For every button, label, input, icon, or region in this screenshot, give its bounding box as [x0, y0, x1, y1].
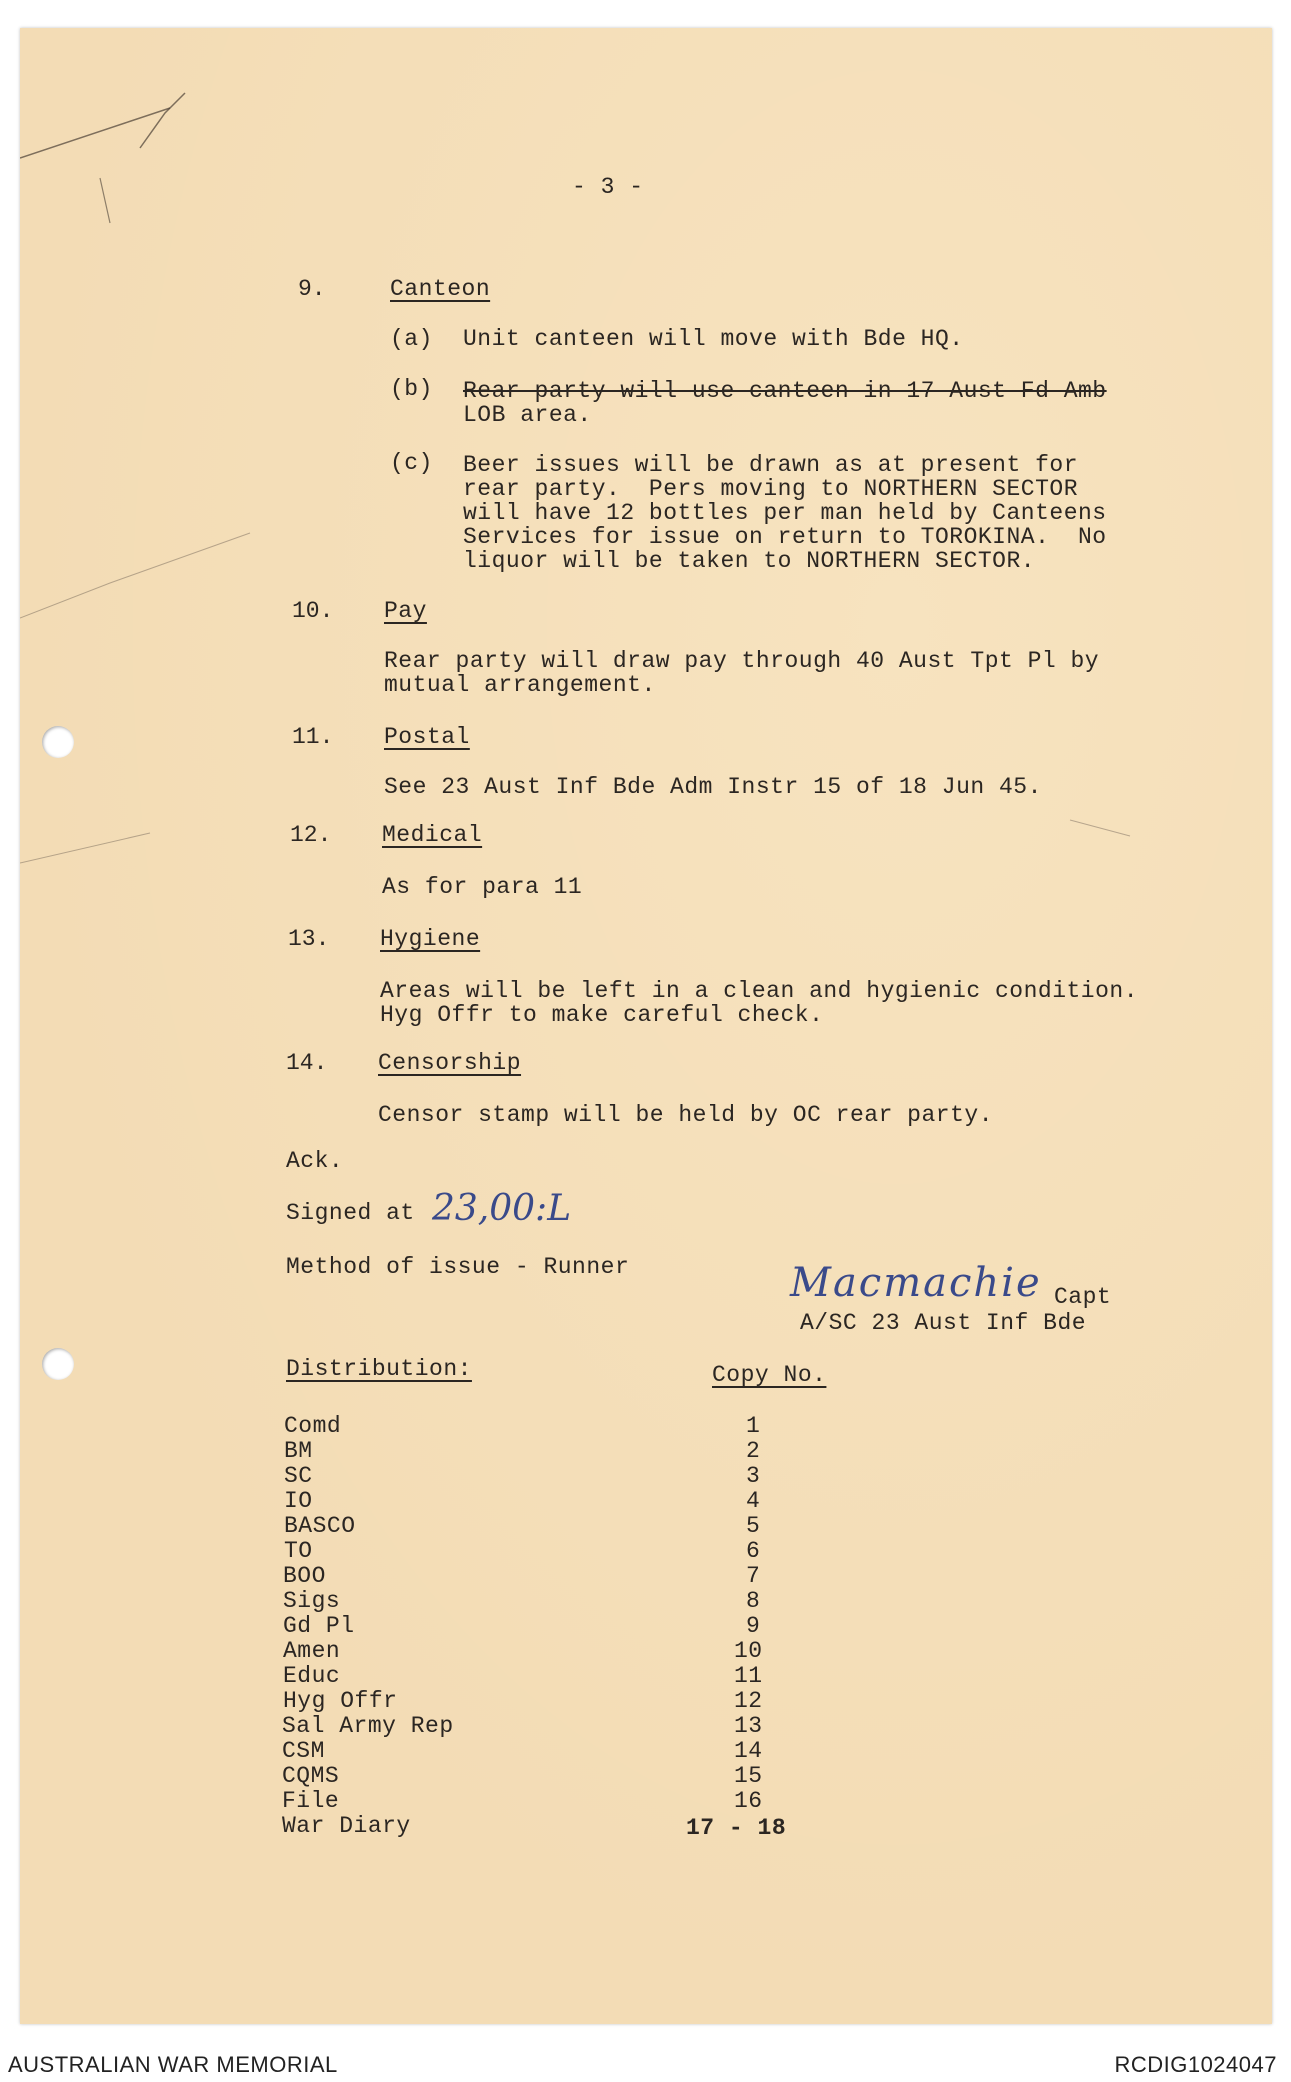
- item-a-text: Unit canteen will move with Bde HQ.: [463, 326, 964, 352]
- distribution-recipient: Hyg Offr: [283, 1688, 398, 1714]
- distribution-copy-number: 1: [746, 1413, 761, 1439]
- distribution-recipient: CQMS: [282, 1763, 340, 1789]
- distribution-copy-number: 9: [746, 1613, 761, 1639]
- distribution-copy-number: 10: [734, 1638, 763, 1664]
- postal-line-1: See 23 Aust Inf Bde Adm Instr 15 of 18 Jun 45.: [384, 774, 1042, 800]
- distribution-copy-number: 7: [746, 1563, 761, 1589]
- hygiene-line-1: Areas will be left in a clean and hygienic condition.: [380, 978, 1139, 1004]
- footer-right: RCDIG1024047: [1114, 2052, 1277, 2077]
- item-c-line-4: Services for issue on return to TOROKINA. No: [463, 524, 1107, 550]
- distribution-copy-number: 13: [734, 1713, 763, 1739]
- page-number: - 3 -: [572, 174, 644, 200]
- distribution-recipient: Amen: [283, 1638, 341, 1664]
- item-c-line-5: liquor will be taken to NORTHERN SECTOR.: [463, 548, 1036, 574]
- distribution-copy-number: 3: [746, 1463, 761, 1489]
- item-b-text: LOB area.: [463, 402, 592, 428]
- distribution-copy-number: 11: [734, 1663, 763, 1689]
- distribution-copy-number: 4: [746, 1488, 761, 1514]
- section-heading-postal: Postal: [384, 724, 470, 750]
- distribution-recipient: SC: [284, 1463, 313, 1489]
- signature-appointment: A/SC 23 Aust Inf Bde: [800, 1310, 1087, 1336]
- section-number-10: 10.: [292, 598, 334, 624]
- distribution-recipient: CSM: [282, 1738, 325, 1764]
- distribution-copy-number: 14: [734, 1738, 763, 1764]
- copy-no-heading: Copy No.: [712, 1362, 827, 1388]
- signature-rank: Capt: [1054, 1284, 1112, 1310]
- censorship-line-1: Censor stamp will be held by OC rear party.: [378, 1102, 993, 1128]
- distribution-recipient: IO: [284, 1488, 313, 1514]
- item-c-line-1: Beer issues will be drawn as at present for: [463, 452, 1078, 478]
- pay-line-1: Rear party will draw pay through 40 Aust Tpt Pl by: [384, 648, 1100, 674]
- distribution-recipient: File: [282, 1788, 340, 1814]
- method-of-issue: Method of issue - Runner: [286, 1254, 630, 1280]
- signature-handwritten: Macmachie: [790, 1260, 1042, 1306]
- distribution-recipient: Comd: [284, 1413, 342, 1439]
- item-b-struck-text: Rear party will use canteen in 17 Aust Fd Amb: [463, 378, 1107, 404]
- signed-at-handwritten: 23,00:L: [432, 1188, 572, 1229]
- distribution-heading: Distribution:: [286, 1356, 472, 1382]
- item-c-line-3: will have 12 bottles per man held by Canteens: [463, 500, 1107, 526]
- distribution-recipient: Gd Pl: [283, 1613, 355, 1639]
- distribution-copy-number: 5: [746, 1513, 761, 1539]
- distribution-recipient: War Diary: [282, 1813, 411, 1839]
- item-label-c: (c): [390, 450, 433, 476]
- document-sheet: [20, 28, 1272, 2024]
- section-number-9: 9.: [298, 276, 326, 302]
- section-number-14: 14.: [286, 1050, 328, 1076]
- item-label-b: (b): [390, 376, 433, 402]
- section-number-11: 11.: [292, 724, 334, 750]
- distribution-copy-number: 17 - 18: [686, 1815, 787, 1841]
- section-heading-canteen: Canteon: [390, 276, 491, 302]
- footer-left: AUSTRALIAN WAR MEMORIAL: [8, 2052, 338, 2077]
- distribution-recipient: BM: [284, 1438, 313, 1464]
- section-number-13: 13.: [288, 926, 330, 952]
- item-c-line-2: rear party. Pers moving to NORTHERN SECTOR: [463, 476, 1078, 502]
- section-heading-hygiene: Hygiene: [380, 926, 481, 952]
- item-label-a: (a): [390, 326, 433, 352]
- section-heading-pay: Pay: [384, 598, 427, 624]
- distribution-recipient: Educ: [283, 1663, 341, 1689]
- distribution-recipient: TO: [284, 1538, 313, 1564]
- distribution-copy-number: 15: [734, 1763, 763, 1789]
- hygiene-line-2: Hyg Offr to make careful check.: [380, 1002, 824, 1028]
- distribution-copy-number: 6: [746, 1538, 761, 1564]
- section-number-12: 12.: [290, 822, 332, 848]
- distribution-recipient: Sal Army Rep: [282, 1713, 454, 1739]
- distribution-recipient: Sigs: [283, 1588, 341, 1614]
- pay-line-2: mutual arrangement.: [384, 672, 656, 698]
- medical-line-1: As for para 11: [382, 874, 583, 900]
- distribution-recipient: BOO: [283, 1563, 326, 1589]
- section-heading-censorship: Censorship: [378, 1050, 522, 1076]
- distribution-copy-number: 16: [734, 1788, 763, 1814]
- section-heading-medical: Medical: [382, 822, 483, 848]
- ack-text: Ack.: [286, 1148, 344, 1174]
- distribution-copy-number: 12: [734, 1688, 763, 1714]
- distribution-copy-number: 8: [746, 1588, 761, 1614]
- signed-at-label: Signed at: [286, 1200, 415, 1226]
- distribution-recipient: BASCO: [284, 1513, 356, 1539]
- distribution-copy-number: 2: [746, 1438, 761, 1464]
